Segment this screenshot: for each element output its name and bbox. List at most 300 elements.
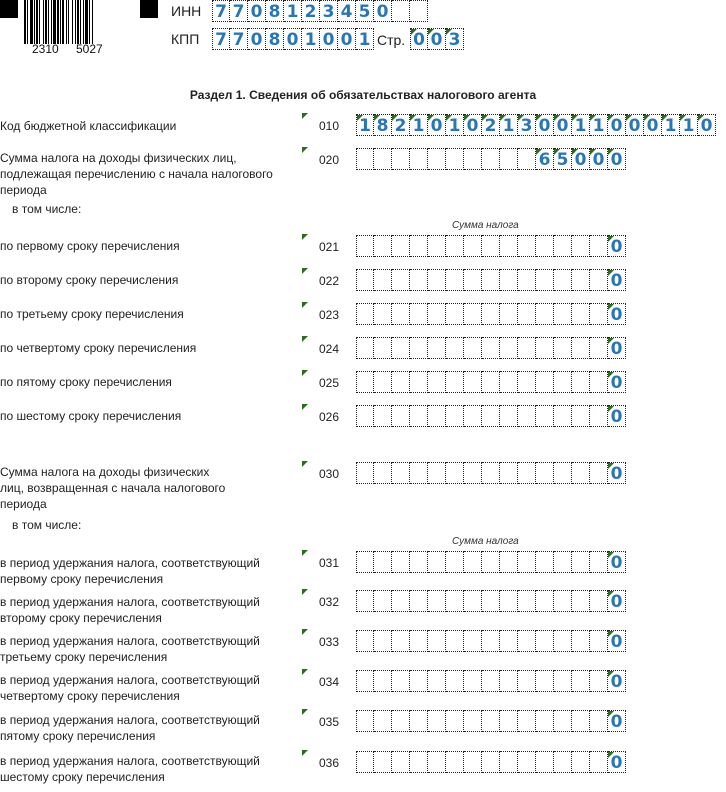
section-title: Раздел 1. Сведения об обязательствах налогового агента [189,88,537,102]
digit-cell[interactable] [464,590,482,612]
digit-cell[interactable] [410,371,428,393]
required-mark-icon [302,750,308,756]
digit-cell[interactable] [410,235,428,257]
digit-cell[interactable] [464,269,482,291]
digit-cell[interactable] [518,235,536,257]
digit-cell[interactable] [590,235,608,257]
digit-cell[interactable] [572,551,590,573]
digit-cell[interactable] [374,670,392,692]
digit-cell[interactable] [500,751,518,773]
digit-cell[interactable] [572,630,590,652]
digit-cell[interactable]: 2 [482,114,500,136]
digit-cell[interactable]: 0 [374,0,392,22]
digit-cell[interactable] [410,0,428,22]
digit-cell[interactable]: 0 [248,0,266,22]
digit-cell[interactable] [428,710,446,732]
digit-cell[interactable] [392,670,410,692]
digit-cell[interactable] [518,371,536,393]
digit-cell[interactable]: 0 [608,462,626,484]
digit-cell[interactable] [374,751,392,773]
digit-cell[interactable] [410,551,428,573]
digit-cell[interactable] [464,235,482,257]
row-code: 033 [319,635,340,649]
digit-cell[interactable] [536,371,554,393]
digit-cell[interactable] [554,235,572,257]
digit-cell[interactable] [590,303,608,325]
digit-cell[interactable] [374,235,392,257]
digit-cell[interactable]: 3 [320,0,338,22]
digit-cell[interactable] [536,751,554,773]
digit-cell[interactable] [590,670,608,692]
digit-cell[interactable] [482,371,500,393]
digit-cell[interactable] [482,303,500,325]
digit-cell[interactable] [518,710,536,732]
digit-cell[interactable] [392,303,410,325]
digit-cell[interactable] [500,371,518,393]
digit-cell[interactable] [464,751,482,773]
digit-cell[interactable] [410,710,428,732]
digit-cell[interactable]: 0 [320,28,338,50]
digit-cell[interactable]: 0 [644,114,662,136]
digit-cell[interactable] [536,590,554,612]
digit-cell[interactable] [518,337,536,359]
field-031[interactable] [356,551,626,573]
digit-cell[interactable] [554,405,572,427]
digit-cell[interactable] [464,303,482,325]
digit-cell[interactable] [518,630,536,652]
digit-cell[interactable]: 0 [284,28,302,50]
digit-cell[interactable] [428,630,446,652]
digit-cell[interactable] [464,405,482,427]
digit-cell[interactable]: 0 [608,235,626,257]
digit-cell[interactable] [356,148,374,170]
digit-cell[interactable] [392,235,410,257]
digit-cell[interactable] [500,337,518,359]
digit-cell[interactable]: 2 [392,114,410,136]
digit-cell[interactable]: 1 [302,28,320,50]
row-label-025: по пятому сроку перечисления [0,375,172,389]
digit-cell[interactable] [446,551,464,573]
digit-cell[interactable] [410,148,428,170]
digit-cell[interactable]: 3 [446,28,464,50]
row-code: 023 [319,308,340,322]
digit-cell[interactable] [356,462,374,484]
page-number-field[interactable] [410,28,464,50]
row-code: 030 [319,467,340,481]
digit-cell[interactable]: 1 [590,114,608,136]
row-label-032: в период удержания налога, соответствующий второму сроку перечисления [0,595,260,625]
digit-cell[interactable]: 4 [338,0,356,22]
including-label-2: в том числе: [12,518,82,532]
barcode [24,0,116,58]
digit-cell[interactable] [590,462,608,484]
digit-cell[interactable] [518,670,536,692]
digit-cell[interactable]: 0 [536,114,554,136]
kpp-field[interactable] [212,28,374,50]
digit-cell[interactable] [518,148,536,170]
field-033[interactable] [356,630,626,652]
digit-cell[interactable] [482,269,500,291]
row-code: 036 [319,756,340,770]
digit-cell[interactable] [464,371,482,393]
digit-cell[interactable] [572,235,590,257]
digit-cell[interactable] [356,751,374,773]
digit-cell[interactable]: 8 [266,0,284,22]
digit-cell[interactable] [356,371,374,393]
field-030[interactable] [356,462,626,484]
digit-cell[interactable] [356,551,374,573]
digit-cell[interactable] [374,269,392,291]
digit-cell[interactable]: 0 [626,114,644,136]
row-label-020: Сумма налога на доходы физических лиц, подлежащая перечислению с начала налогового периода [0,151,273,197]
digit-cell[interactable] [428,590,446,612]
digit-cell[interactable]: 0 [608,551,626,573]
field-024[interactable] [356,337,626,359]
digit-cell[interactable] [410,670,428,692]
digit-cell[interactable] [590,371,608,393]
digit-cell[interactable] [392,551,410,573]
digit-cell[interactable] [410,590,428,612]
digit-cell[interactable] [446,337,464,359]
digit-cell[interactable] [356,710,374,732]
field-034[interactable] [356,670,626,692]
digit-cell[interactable] [518,303,536,325]
digit-cell[interactable] [446,751,464,773]
digit-cell[interactable] [446,405,464,427]
digit-cell[interactable]: 0 [608,590,626,612]
digit-cell[interactable]: 0 [572,148,590,170]
digit-cell[interactable] [590,337,608,359]
digit-cell[interactable] [374,710,392,732]
digit-cell[interactable]: 5 [554,148,572,170]
barcode-number-right: 5027 [76,42,103,56]
digit-cell[interactable] [536,405,554,427]
digit-cell[interactable] [428,405,446,427]
digit-cell[interactable] [464,551,482,573]
digit-cell[interactable]: 0 [248,28,266,50]
digit-cell[interactable] [356,630,374,652]
required-mark-icon [302,461,308,467]
digit-cell[interactable]: 0 [338,28,356,50]
digit-cell[interactable] [500,462,518,484]
digit-cell[interactable] [518,751,536,773]
digit-cell[interactable]: 0 [608,371,626,393]
digit-cell[interactable] [374,405,392,427]
required-mark-icon [302,629,308,635]
digit-cell[interactable] [554,371,572,393]
digit-cell[interactable] [392,462,410,484]
digit-cell[interactable] [590,630,608,652]
digit-cell[interactable] [518,590,536,612]
row-code: 010 [319,119,340,133]
field-035[interactable] [356,710,626,732]
digit-cell[interactable] [446,462,464,484]
digit-cell[interactable] [536,337,554,359]
digit-cell[interactable] [518,462,536,484]
digit-cell[interactable] [446,630,464,652]
digit-cell[interactable] [392,405,410,427]
digit-cell[interactable] [572,405,590,427]
digit-cell[interactable]: 1 [356,28,374,50]
digit-cell[interactable]: 0 [464,114,482,136]
digit-cell[interactable] [356,269,374,291]
digit-cell[interactable] [428,551,446,573]
digit-cell[interactable] [428,148,446,170]
field-036[interactable] [356,751,626,773]
digit-cell[interactable]: 1 [410,114,428,136]
digit-cell[interactable] [572,462,590,484]
digit-cell[interactable] [392,337,410,359]
digit-cell[interactable] [356,405,374,427]
digit-cell[interactable] [572,670,590,692]
required-mark-icon [302,370,308,376]
digit-cell[interactable] [554,670,572,692]
digit-cell[interactable] [464,630,482,652]
digit-cell[interactable] [482,670,500,692]
field-026[interactable] [356,405,626,427]
digit-cell[interactable] [500,670,518,692]
digit-cell[interactable] [446,710,464,732]
digit-cell[interactable] [554,551,572,573]
digit-cell[interactable] [482,337,500,359]
digit-cell[interactable] [428,751,446,773]
digit-cell[interactable]: 1 [446,114,464,136]
digit-cell[interactable]: 7 [230,28,248,50]
digit-cell[interactable]: 0 [698,114,716,136]
row-label-033: в период удержания налога, соответствующий третьему сроку перечисления [0,634,260,664]
digit-cell[interactable] [356,303,374,325]
required-mark-icon [302,336,308,342]
row-code: 035 [319,715,340,729]
digit-cell[interactable] [536,235,554,257]
digit-cell[interactable] [392,269,410,291]
digit-cell[interactable]: 0 [608,269,626,291]
digit-cell[interactable] [482,751,500,773]
digit-cell[interactable] [392,751,410,773]
digit-cell[interactable] [500,269,518,291]
digit-cell[interactable] [428,269,446,291]
row-label-021: по первому сроку перечисления [0,239,180,253]
digit-cell[interactable]: 8 [374,114,392,136]
digit-cell[interactable]: 1 [356,114,374,136]
digit-cell[interactable] [410,751,428,773]
row-code: 034 [319,675,340,689]
field-021[interactable] [356,235,626,257]
digit-cell[interactable]: 0 [554,114,572,136]
digit-cell[interactable]: 0 [608,630,626,652]
digit-cell[interactable]: 0 [608,405,626,427]
digit-cell[interactable] [428,337,446,359]
digit-cell[interactable] [374,337,392,359]
digit-cell[interactable] [500,405,518,427]
digit-cell[interactable] [374,551,392,573]
digit-cell[interactable] [482,590,500,612]
digit-cell[interactable] [446,670,464,692]
digit-cell[interactable]: 1 [284,0,302,22]
digit-cell[interactable] [446,590,464,612]
digit-cell[interactable] [554,462,572,484]
digit-cell[interactable] [446,303,464,325]
digit-cell[interactable] [536,630,554,652]
digit-cell[interactable] [500,148,518,170]
digit-cell[interactable] [392,148,410,170]
digit-cell[interactable] [410,630,428,652]
digit-cell[interactable] [518,405,536,427]
digit-cell[interactable] [428,462,446,484]
digit-cell[interactable]: 0 [428,28,446,50]
digit-cell[interactable] [554,590,572,612]
digit-cell[interactable]: 0 [608,710,626,732]
digit-cell[interactable]: 0 [608,670,626,692]
digit-cell[interactable] [446,148,464,170]
digit-cell[interactable] [410,462,428,484]
digit-cell[interactable] [374,590,392,612]
digit-cell[interactable]: 0 [410,28,428,50]
digit-cell[interactable] [518,551,536,573]
digit-cell[interactable] [428,235,446,257]
digit-cell[interactable]: 1 [662,114,680,136]
digit-cell[interactable] [554,269,572,291]
row-code: 026 [319,410,340,424]
digit-cell[interactable] [572,710,590,732]
row-label-022: по второму сроку перечисления [0,273,179,287]
field-032[interactable] [356,590,626,612]
digit-cell[interactable] [410,303,428,325]
digit-cell[interactable] [464,148,482,170]
digit-cell[interactable] [446,269,464,291]
digit-cell[interactable] [374,462,392,484]
digit-cell[interactable] [482,405,500,427]
required-mark-icon [302,709,308,715]
digit-cell[interactable] [410,269,428,291]
digit-cell[interactable] [446,235,464,257]
digit-cell[interactable] [392,0,410,22]
field-023[interactable] [356,303,626,325]
digit-cell[interactable] [392,710,410,732]
digit-cell[interactable] [590,269,608,291]
digit-cell[interactable]: 2 [302,0,320,22]
digit-cell[interactable] [572,337,590,359]
digit-cell[interactable] [356,670,374,692]
digit-cell[interactable] [482,710,500,732]
digit-cell[interactable] [410,405,428,427]
digit-cell[interactable]: 1 [680,114,698,136]
digit-cell[interactable]: 1 [572,114,590,136]
digit-cell[interactable] [536,710,554,732]
digit-cell[interactable] [536,303,554,325]
corner-marker-left [0,0,18,18]
digit-cell[interactable] [536,269,554,291]
digit-cell[interactable] [464,462,482,484]
digit-cell[interactable] [392,590,410,612]
digit-cell[interactable]: 0 [608,751,626,773]
digit-cell[interactable] [590,590,608,612]
digit-cell[interactable] [554,303,572,325]
digit-cell[interactable] [590,751,608,773]
digit-cell[interactable] [554,337,572,359]
digit-cell[interactable]: 6 [536,148,554,170]
digit-cell[interactable] [464,710,482,732]
digit-cell[interactable] [464,670,482,692]
digit-cell[interactable] [482,235,500,257]
digit-cell[interactable] [536,551,554,573]
digit-cell[interactable] [536,462,554,484]
digit-cell[interactable]: 0 [428,114,446,136]
digit-cell[interactable]: 7 [212,28,230,50]
digit-cell[interactable] [500,551,518,573]
digit-cell[interactable]: 7 [230,0,248,22]
digit-cell[interactable] [590,710,608,732]
digit-cell[interactable] [374,371,392,393]
row-label-023: по третьему сроку перечисления [0,307,184,321]
digit-cell[interactable] [554,710,572,732]
digit-cell[interactable]: 8 [266,28,284,50]
digit-cell[interactable] [392,630,410,652]
digit-cell[interactable]: 0 [608,303,626,325]
digit-cell[interactable] [572,269,590,291]
row-label-030: Сумма налога на доходы физических лиц, возвращенная с начала налогового периода [0,465,226,511]
digit-cell[interactable]: 1 [500,114,518,136]
digit-cell[interactable] [500,710,518,732]
digit-cell[interactable] [554,630,572,652]
digit-cell[interactable] [554,751,572,773]
digit-cell[interactable] [572,371,590,393]
inn-field[interactable] [212,0,428,22]
digit-cell[interactable]: 0 [608,337,626,359]
field-020[interactable] [356,148,626,170]
digit-cell[interactable] [374,303,392,325]
field-022[interactable] [356,269,626,291]
digit-cell[interactable] [500,235,518,257]
digit-cell[interactable]: 0 [590,148,608,170]
digit-cell[interactable]: 7 [212,0,230,22]
digit-cell[interactable] [392,371,410,393]
digit-cell[interactable]: 0 [608,114,626,136]
digit-cell[interactable] [356,235,374,257]
digit-cell[interactable] [428,670,446,692]
digit-cell[interactable] [500,303,518,325]
digit-cell[interactable] [482,148,500,170]
digit-cell[interactable] [590,405,608,427]
digit-cell[interactable] [374,630,392,652]
field-025[interactable] [356,371,626,393]
digit-cell[interactable]: 3 [518,114,536,136]
digit-cell[interactable] [482,551,500,573]
field-010[interactable] [356,114,716,136]
digit-cell[interactable] [356,337,374,359]
digit-cell[interactable] [482,630,500,652]
digit-cell[interactable] [518,269,536,291]
digit-cell[interactable] [374,148,392,170]
digit-cell[interactable] [446,371,464,393]
digit-cell[interactable] [428,371,446,393]
digit-cell[interactable] [572,590,590,612]
digit-cell[interactable] [464,337,482,359]
digit-cell[interactable] [590,551,608,573]
digit-cell[interactable] [572,751,590,773]
digit-cell[interactable]: 0 [608,148,626,170]
digit-cell[interactable] [536,670,554,692]
sum-header-1: Сумма налога [452,220,519,231]
digit-cell[interactable] [482,462,500,484]
digit-cell[interactable] [428,303,446,325]
digit-cell[interactable]: 5 [356,0,374,22]
digit-cell[interactable] [356,590,374,612]
digit-cell[interactable] [500,630,518,652]
digit-cell[interactable] [572,303,590,325]
digit-cell[interactable] [500,590,518,612]
digit-cell[interactable] [410,337,428,359]
